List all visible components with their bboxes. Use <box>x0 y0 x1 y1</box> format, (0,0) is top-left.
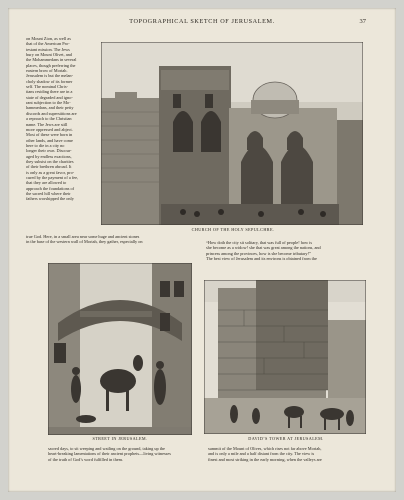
page-header <box>8 18 396 30</box>
church-illustration <box>101 42 363 225</box>
text-line: princess among the provinces, how is she become tributary!” <box>206 250 311 256</box>
text-line: true God. Here, in a small area near some huge and ancient stones <box>26 234 140 239</box>
text-line: of the truth of God’s word fulfilled in them. <box>48 456 124 462</box>
text-line: “How doth the city sit solitary, that was full of people! how is <box>206 240 313 245</box>
text-line: choly shadow of its former <box>26 78 73 84</box>
text-line: they subsist on the charities <box>26 158 74 164</box>
left-text-column <box>26 36 102 202</box>
right-text-column <box>206 240 376 261</box>
text-line: approach the foundations of <box>26 185 75 191</box>
caption-church: CHURCH OF THE HOLY SEPULCHRE. <box>191 227 275 232</box>
text-line: bury on Mount Olivet, and <box>26 52 72 58</box>
text-line: the sacred hill where their <box>26 190 71 196</box>
tower-illustration <box>204 280 366 434</box>
text-line: self. The nominal Chris- <box>26 84 68 90</box>
text-line: The best view of Jerusalem and its environs is obtained from the <box>206 256 317 262</box>
running-title: TOPOGRAPHICAL SKETCH OF JERUSALEM. <box>129 18 275 25</box>
text-line: she become as a widow! she that was great among the nations, and <box>206 245 321 251</box>
full-width-text <box>26 234 204 245</box>
text-line: more oppressed and abject. <box>26 126 73 132</box>
text-line: a reproach to the Christian <box>26 116 72 122</box>
text-line: name. The Jews are still <box>26 121 68 127</box>
text-line: hammedans, and their petty <box>26 105 74 111</box>
text-line: testant mission. The Jews <box>26 46 70 52</box>
text-line: on Mount Zion, as well as <box>26 36 71 41</box>
text-line: state of degraded and igno- <box>26 94 73 100</box>
text-line: heart-breaking lamentations of their ancient prophets—living witnesses <box>48 451 171 457</box>
text-line: finest and most striking in the early morning, when the valleys are <box>208 456 322 462</box>
text-line: of their brethren abroad. It <box>26 164 72 170</box>
text-line: that of the American Pro- <box>26 41 70 47</box>
text-line: rant subjection to the Mo- <box>26 100 71 106</box>
text-line: Most of these were born in <box>26 132 73 138</box>
text-line: the Mohammedans in several <box>26 57 77 63</box>
text-line: longer their own. Discour- <box>26 148 72 154</box>
text-line: sacred days, to sit weeping and wailing on the ground, taking up the <box>48 446 165 451</box>
text-line: places, though preferring the <box>26 62 76 68</box>
text-line: eastern brow of Moriah. <box>26 68 68 74</box>
text-line: cured by the payment of a fee, <box>26 174 79 180</box>
text-line: that they are allowed to <box>26 180 67 186</box>
text-line: is only as a great favor, pro- <box>26 169 75 175</box>
text-line: fathers worshipped the only <box>26 196 74 202</box>
street-illustration <box>48 263 192 435</box>
text-line: in the base of the western wall of Moriah, they gather, especially on <box>26 239 143 245</box>
text-line: and is only a mile and a half distant from the city. The view is <box>208 451 315 457</box>
text-line: aged by endless exactions, <box>26 153 72 159</box>
caption-street: STREET IN JERUSALEM. <box>92 436 148 441</box>
text-line: tians residing there are in a <box>26 89 73 95</box>
text-line: summit of the Mount of Olives, which rises not far above Moriah, <box>208 446 322 451</box>
text-line: other lands, and have come <box>26 137 73 143</box>
text-line: here to die in a city no <box>26 142 65 148</box>
bottom-right-text <box>208 446 370 462</box>
page-number: 37 <box>359 18 366 25</box>
text-line: discords and superstitions are <box>26 110 77 116</box>
caption-tower: DAVID’S TOWER AT JERUSALEM. <box>248 436 324 441</box>
bottom-left-text <box>48 446 194 462</box>
text-line: Jerusalem is but the melan- <box>26 73 74 79</box>
book-page <box>8 8 396 492</box>
